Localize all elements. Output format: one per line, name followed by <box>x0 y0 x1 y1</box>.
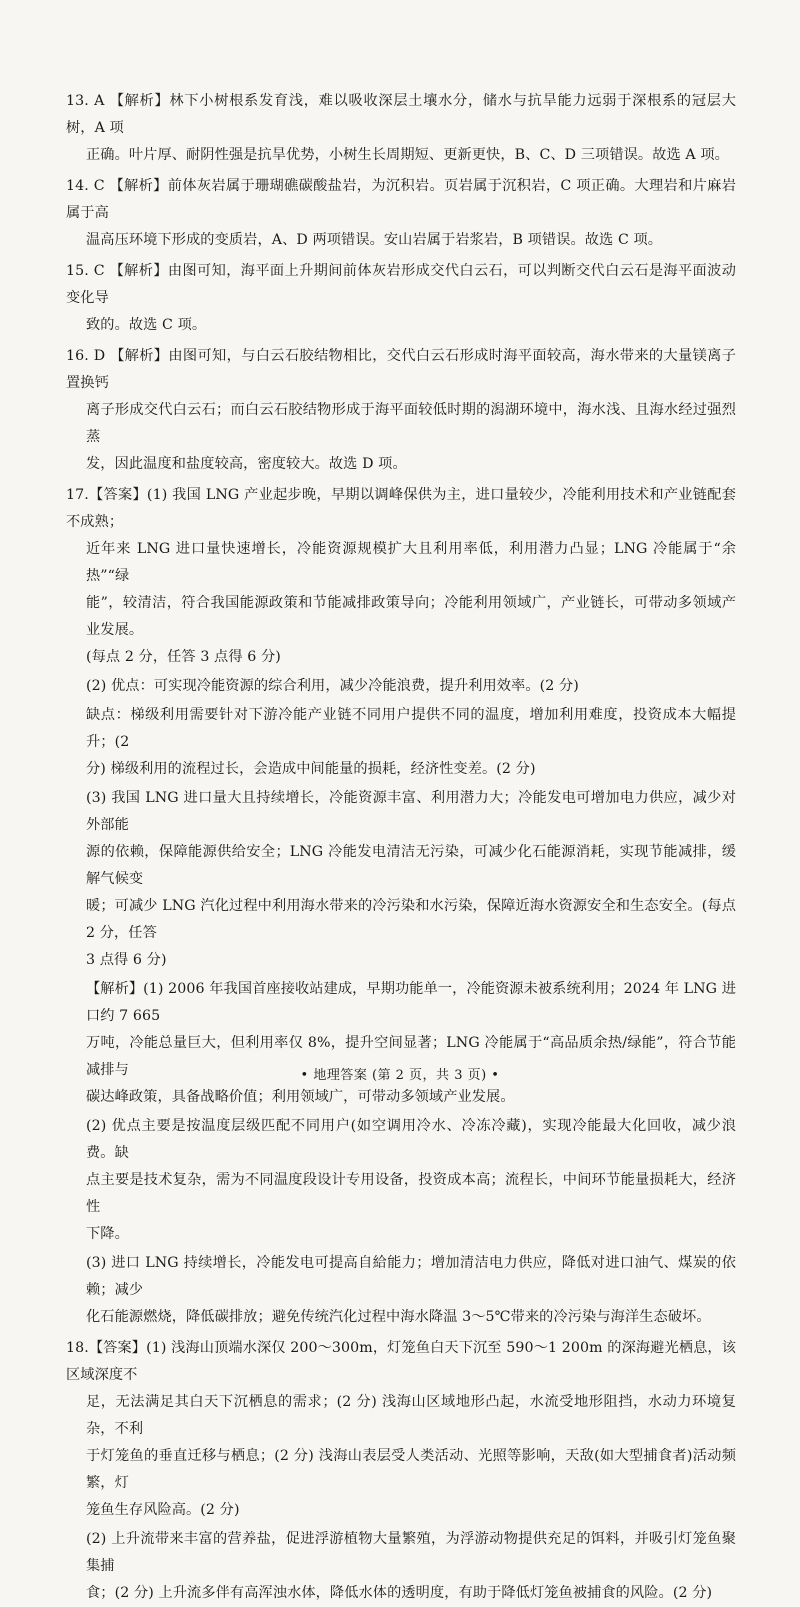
text-line: 近年来 LNG 进口量快速增长，冷能资源规模扩大且利用率低，利用潜力凸显；LNG 冷能属于“余热”“绿 <box>86 541 736 584</box>
text-line: 16. D 【解析】由图可知，与白云石胶结物相比，交代白云石形成时海平面较高，海水带来的大量镁离子置换钙 <box>66 348 736 391</box>
answer-item-17 <box>66 482 736 1331</box>
page-footer: • 地理答案 (第 2 页，共 3 页) • <box>300 1068 500 1083</box>
text-line: 正确。叶片厚、耐阴性强是抗旱优势，小树生长周期短、更新更快，B、C、D 三项错误。故选 A 项。 <box>86 147 729 163</box>
text-line: 发，因此温度和盐度较高，密度较大。故选 D 项。 <box>86 456 407 472</box>
answer-item-13 <box>66 88 736 169</box>
text-line: 于灯笼鱼的垂直迁移与栖息；(2 分) 浅海山表层受人类活动、光照等影响，天敌(如大型捕食者)活动频繁，灯 <box>86 1448 736 1491</box>
text-line: 17.【答案】(1) 我国 LNG 产业起步晚，早期以调峰保供为主，进口量较少，冷能利用技术和产业链配套不成熟； <box>66 487 736 530</box>
text-line: 缺点：梯级利用需要针对下游冷能产业链不同用户提供不同的温度，增加利用难度，投资成本大幅提升；(2 <box>86 707 736 750</box>
text-line: (每点 2 分，任答 3 点得 6 分) <box>86 649 281 665</box>
text-line: 【解析】(1) 2006 年我国首座接收站建成，早期功能单一，冷能资源未被系统利用；2024 年 LNG 进口约 7 665 <box>86 981 736 1024</box>
text-line: 化石能源燃烧，降低碳排放；避免传统汽化过程中海水降温 3～5℃带来的冷污染与海洋生态破坏。 <box>86 1309 711 1325</box>
text-line: 离子形成交代白云石；而白云石胶结物形成于海平面较低时期的潟湖环境中，海水浅、且海水经过强烈蒸 <box>86 402 736 445</box>
answer-item-14 <box>66 173 736 254</box>
answer-item-18 <box>66 1335 736 1607</box>
text-line: 万吨，冷能总量巨大，但利用率仅 8%，提升空间显著；LNG 冷能属于“高品质余热/绿能”，符合节能减排与 <box>86 1035 736 1078</box>
text-line: (2) 上升流带来丰富的营养盐，促进浮游植物大量繁殖，为浮游动物提供充足的饵料，并吸引灯笼鱼聚集捕 <box>86 1531 736 1574</box>
text-line: 14. C 【解析】前体灰岩属于珊瑚礁碳酸盐岩，为沉积岩。页岩属于沉积岩，C 项正确。大理岩和片麻岩属于高 <box>66 178 736 221</box>
text-line: 分) 梯级利用的流程过长，会造成中间能量的损耗，经济性变差。(2 分) <box>86 761 536 777</box>
text-line: 笼鱼生存风险高。(2 分) <box>86 1502 240 1518</box>
text-line: (3) 我国 LNG 进口量大且持续增长，冷能资源丰富、利用潜力大；冷能发电可增加电力供应，减少对外部能 <box>86 790 736 833</box>
text-line: 温高压环境下形成的变质岩，A、D 两项错误。安山岩属于岩浆岩，B 项错误。故选 C 项。 <box>86 232 663 248</box>
text-line: 致的。故选 C 项。 <box>86 317 207 333</box>
text-line: (3) 进口 LNG 持续增长，冷能发电可提高自給能力；增加清洁电力供应，降低对进口油气、煤炭的依赖；减少 <box>86 1255 736 1298</box>
answer-item-15 <box>66 258 736 339</box>
text-line: (2) 优点：可实现冷能资源的综合利用，减少冷能浪费，提升利用效率。(2 分) <box>86 678 579 694</box>
text-line: 3 点得 6 分) <box>86 952 167 968</box>
text-line: 13. A 【解析】林下小树根系发育浅，难以吸收深层土壤水分，储水与抗旱能力远弱于深根系的冠层大树，A 项 <box>66 93 736 136</box>
text-line: 源的依赖，保障能源供给安全；LNG 冷能发电清洁无污染，可减少化石能源消耗，实现节能减排，缓解气候变 <box>86 844 736 887</box>
text-line: 食；(2 分) 上升流多伴有高浑浊水体，降低水体的透明度，有助于降低灯笼鱼被捕食的风险。(2 分) <box>86 1585 713 1601</box>
text-line: 暖；可减少 LNG 汽化过程中利用海水带来的冷污染和水污染，保障近海水资源安全和生态安全。(每点 2 分，任答 <box>86 898 736 941</box>
text-line: 能”，较清洁，符合我国能源政策和节能减排政策导向；冷能利用领域广，产业链长，可带动多领域产业发展。 <box>86 595 736 638</box>
text-line: (2) 优点主要是按温度层级匹配不同用户(如空调用冷水、冷冻冷藏)，实现冷能最大化回收，减少浪费。缺 <box>86 1118 736 1161</box>
answer-item-16 <box>66 343 736 478</box>
text-line: 18.【答案】(1) 浅海山顶端水深仅 200～300m，灯笼鱼白天下沉至 590～1 200m 的深海避光栖息，该区域深度不 <box>66 1340 736 1383</box>
text-line: 点主要是技术复杂，需为不同温度段设计专用设备，投资成本高；流程长，中间环节能量损耗大，经济性 <box>86 1172 736 1215</box>
text-line: 足，无法满足其白天下沉栖息的需求；(2 分) 浅海山区域地形凸起，水流受地形阻挡，水动力环境复杂，不利 <box>86 1394 736 1437</box>
text-line: 下降。 <box>86 1226 129 1242</box>
text-line: 碳达峰政策，具备战略价值；利用领域广，可带动多领域产业发展。 <box>86 1089 515 1105</box>
text-line: 15. C 【解析】由图可知，海平面上升期间前体灰岩形成交代白云石，可以判断交代白云石是海平面波动变化导 <box>66 263 736 306</box>
